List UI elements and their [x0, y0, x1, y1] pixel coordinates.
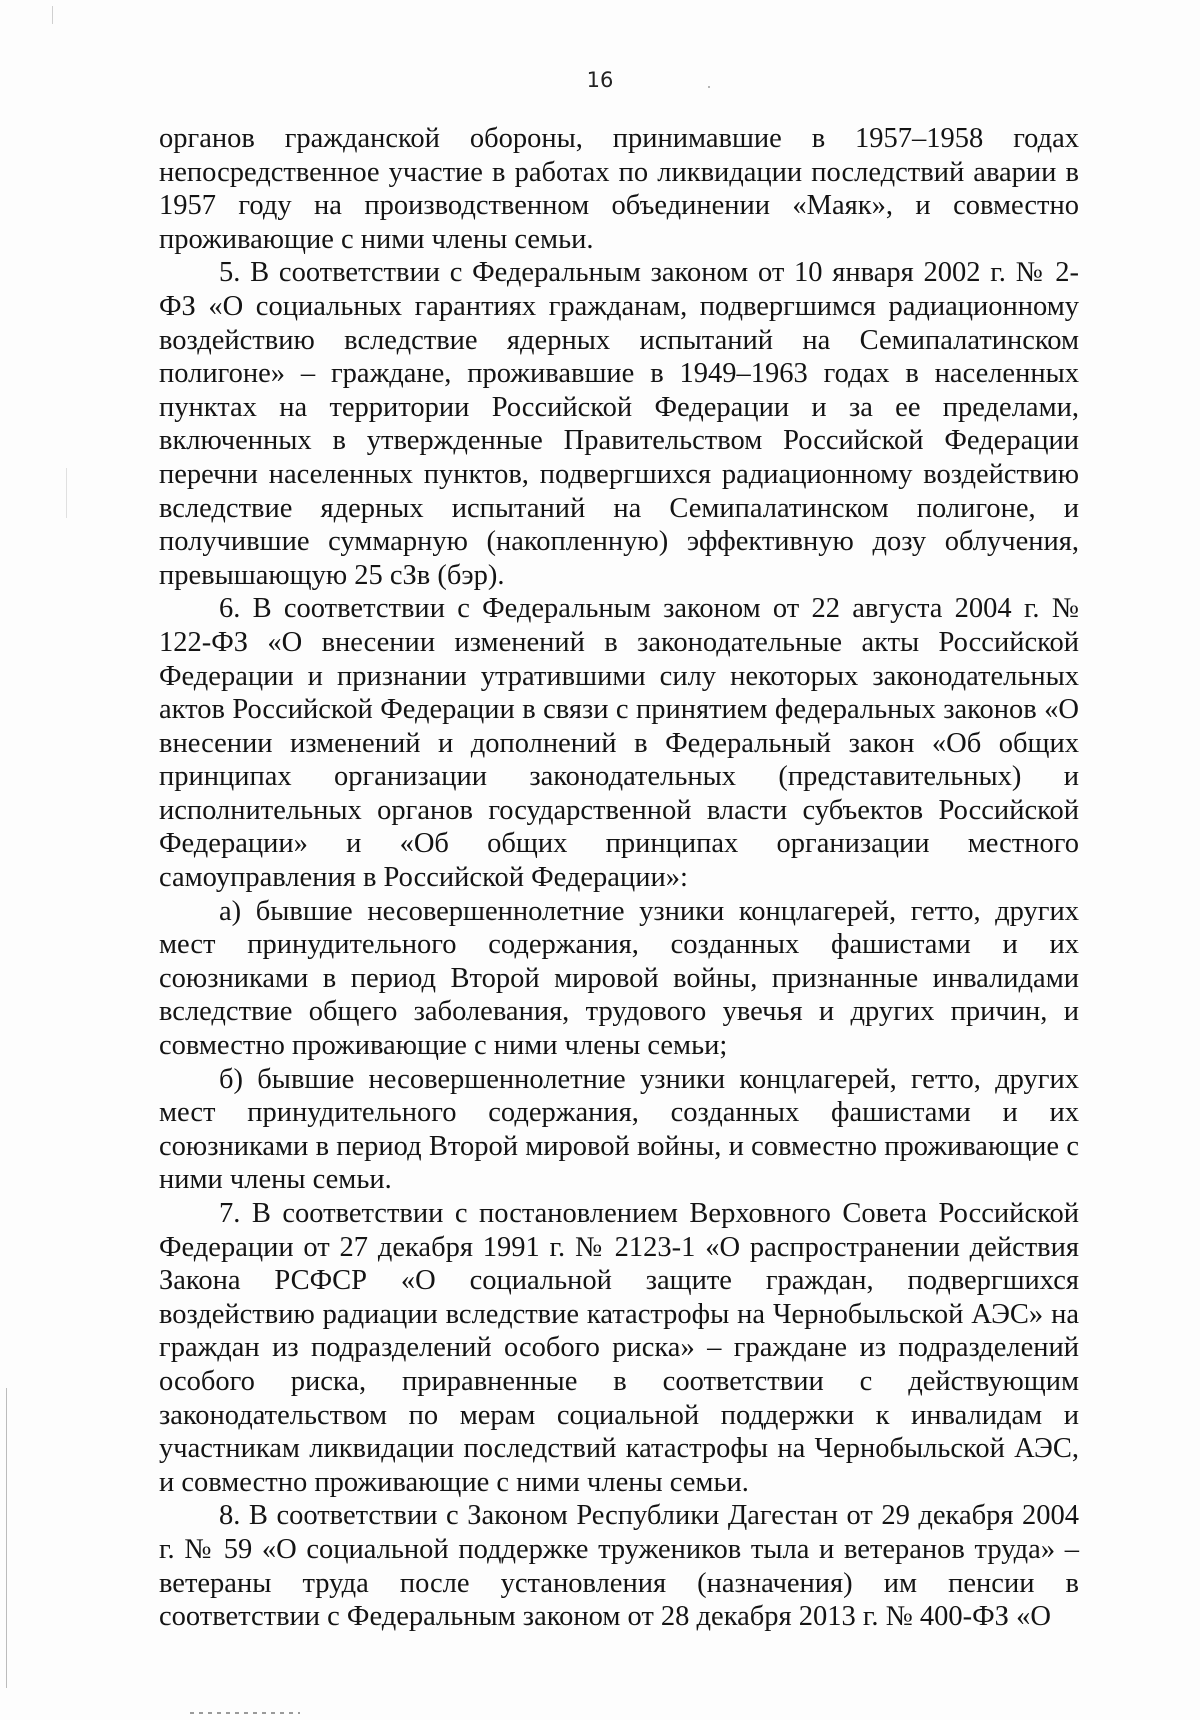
- scan-speck: [66, 468, 67, 518]
- paragraph-item-6a: а) бывшие несовершеннолетние узники концлагерей, гетто, других мест принудительного содержания, созданных фашистами и их союзниками в период Второй мировой войны, признанные инвалидами вследствие общего заболевания, трудового увечья и других причин, и совместно проживающие с ними члены семьи;: [159, 895, 1079, 1062]
- paragraph-item-8: 8. В соответствии с Законом Республики Дагестан от 29 декабря 2004 г. № 59 «О социальной поддержке тружеников тыла и ветеранов труда» – ветераны труда после установления (назначения) им пенсии в соответствии с Федеральным законом от 28 декабря 2013 г. № 400-ФЗ «О: [159, 1500, 1079, 1633]
- paragraph-item-5: 5. В соответствии с Федеральным законом от 10 января 2002 г. № 2-ФЗ «О социальных гарантиях гражданам, подвергшимся радиационному воздействию вследствие ядерных испытаний на Семипалатинском полигоне» – граждане, проживавшие в 1949–1963 годах в населенных пунктах на территории Российской Федерации и за ее пределами, включенных в утвержденные Правительством Российской Федерации перечни населенных пунктов, подвергшихся радиационному воздействию вследствие ядерных испытаний на Семипалатинском полигоне, и получившие суммарную (накопленную) эффективную дозу облучения, превышающую 25 сЗв (бэр).: [159, 257, 1079, 591]
- paragraph-continuation: органов гражданской обороны, принимавшие в 1957–1958 годах непосредственное участие в работах по ликвидации последствий аварии в 1957 году на производственном объединении «Маяк», и совместно проживающие с ними члены семьи.: [159, 123, 1079, 255]
- scan-bottom-dots: [190, 1712, 300, 1714]
- scan-speck: [52, 6, 53, 24]
- paragraph-item-6: 6. В соответствии с Федеральным законом от 22 августа 2004 г. № 122-ФЗ «О внесении изменений в законодательные акты Российской Федерации и признании утратившими силу некоторых законодательных актов Российской Федерации в связи с принятием федеральных законов «О внесении изменений и дополнений в Федеральный закон «Об общих принципах организации законодательных (представительных) и исполнительных органов государственной власти субъектов Российской Федерации» и «Об общих принципах организации местного самоуправления в Российской Федерации»:: [159, 593, 1079, 894]
- scan-speck: [708, 86, 710, 88]
- paragraph-item-6b: б) бывшие несовершеннолетние узники концлагерей, гетто, других мест принудительного содержания, созданных фашистами и их союзниками в период Второй мировой войны, и совместно проживающие с ними члены семьи.: [159, 1063, 1079, 1196]
- document-body: [159, 122, 1079, 1634]
- scan-binding-line: [6, 1388, 7, 1688]
- paragraph-item-7: 7. В соответствии с постановлением Верховного Совета Российской Федерации от 27 декабря 1991 г. № 2123-1 «О распространении действия Закона РСФСР «О социальной защите граждан, подвергшихся воздействию радиации вследствие катастрофы на Чернобыльской АЭС» на граждан из подразделений особого риска» – граждане из подразделений особого риска, приравненные в соответствии с действующим законодательством по мерам социальной поддержки к инвалидам и участникам ликвидации последствий катастрофы на Чернобыльской АЭС, и совместно проживающие с ними члены семьи.: [159, 1198, 1079, 1498]
- page-number: 16: [586, 68, 614, 92]
